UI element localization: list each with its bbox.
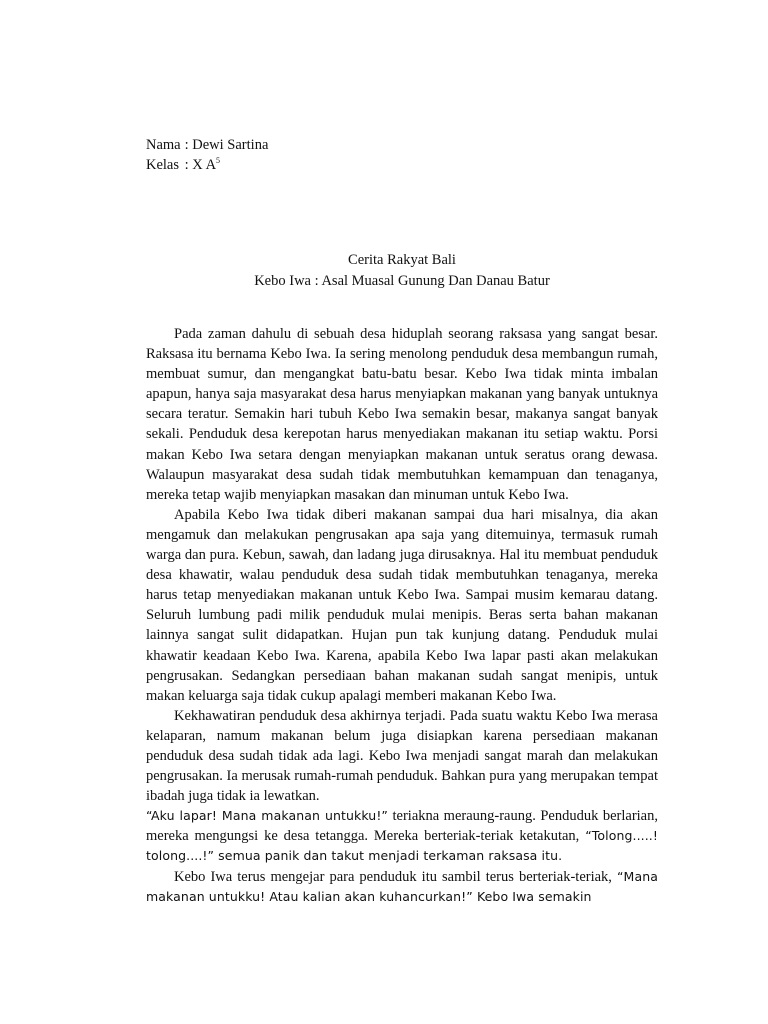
document-title: Cerita Rakyat Bali <box>348 252 456 268</box>
student-name-line <box>146 135 658 155</box>
paragraph-1: Pada zaman dahulu di sebuah desa hiduplah seorang raksasa yang sangat besar. Raksasa itu bernama Kebo Iwa. Ia sering menolong penduduk desa membangun rumah, membuat sumur, dan mengangkat batu-batu besar. Kebo Iwa tidak minta imbalan apapun, hanya saja masyarakat desa harus menyiapkan makanan yang banyak untuknya secara teratur. Semakin hari tubuh Kebo Iwa semakin besar, makanya sangat banyak sekali. Penduduk desa kerepotan harus menyediakan makanan itu setiap waktu. Porsi makan Kebo Iwa setara dengan menyiapkan makanan untuk seratus orang dewasa. Walaupun masyarakat desa sudah tidak membutuhkan kemampuan dan tenaganya, mereka tetap wajib menyiapkan masakan dan minuman untuk Kebo Iwa. <box>146 326 658 503</box>
name-value: : Dewi Sartina <box>184 137 269 153</box>
story-body <box>146 324 658 907</box>
paragraph-5 <box>146 867 658 907</box>
document-page <box>146 135 658 907</box>
class-value: : X A <box>184 157 217 173</box>
paragraph-4-text: teriakna meraung-raung. Penduduk berlarian, mereka mengungsi ke desa tetangga. Mereka berteriak-teriak ketakutan, <box>146 808 658 845</box>
document-titles <box>146 250 658 292</box>
class-superscript: 5 <box>216 156 221 166</box>
name-label: Nama <box>146 137 181 153</box>
dialog-threat: “Mana makanan untukku! Atau kalian akan kuhancurkan!” Kebo Iwa semakin <box>146 868 658 904</box>
dialog-hungry: “Aku lapar! Mana makanan untukku!” <box>146 808 389 824</box>
paragraph-2: Apabila Kebo Iwa tidak diberi makanan sampai dua hari misalnya, dia akan mengamuk dan melakukan pengrusakan apa saja yang ditemuinya, termasuk rumah warga dan pura. Kebun, sawah, dan ladang juga dirusaknya. Hal itu membuat penduduk desa khawatir, walau penduduk desa sudah tidak membutuhkan tenaganya, mereka harus tetap menyediakan makanan untuk Kebo Iwa. Sampai musim kemarau datang. Seluruh lumbung padi milik penduduk mulai menipis. Beras serta bahan makanan lainnya sangat sulit didapatkan. Hujan pun tak kunjung datang. Penduduk mulai khawatir keadaan Kebo Iwa. Karena, apabila Kebo Iwa lapar pasti akan melakukan pengrusakan. Sedangkan persediaan bahan makanan sudah sangat menipis, untuk makan keluarga saja tidak cukup apalagi memberi makanan Kebo Iwa. <box>146 506 658 704</box>
document-subtitle: Kebo Iwa : Asal Muasal Gunung Dan Danau Batur <box>254 273 550 289</box>
paragraph-3: Kekhawatiran penduduk desa akhirnya terjadi. Pada suatu waktu Kebo Iwa merasa kelaparan, namum makanan belum juga disiapkan karena persediaan makanan penduduk desa sudah tidak ada lagi. Kebo Iwa menjadi sangat marah dan melakukan pengrusakan. Ia merusak rumah-rumah penduduk. Bahkan pura yang merupakan tempat ibadah juga tidak ia lewatkan. <box>146 707 658 805</box>
class-label: Kelas <box>146 157 180 173</box>
paragraph-4 <box>146 806 658 866</box>
paragraph-5-text: Kebo Iwa terus mengejar para penduduk itu sambil terus berteriak-teriak, <box>174 868 617 885</box>
dialog-help: “Tolong.....! tolong....!” semua panik dan takut menjadi terkaman raksasa itu. <box>146 828 658 864</box>
student-class-line <box>146 155 658 175</box>
